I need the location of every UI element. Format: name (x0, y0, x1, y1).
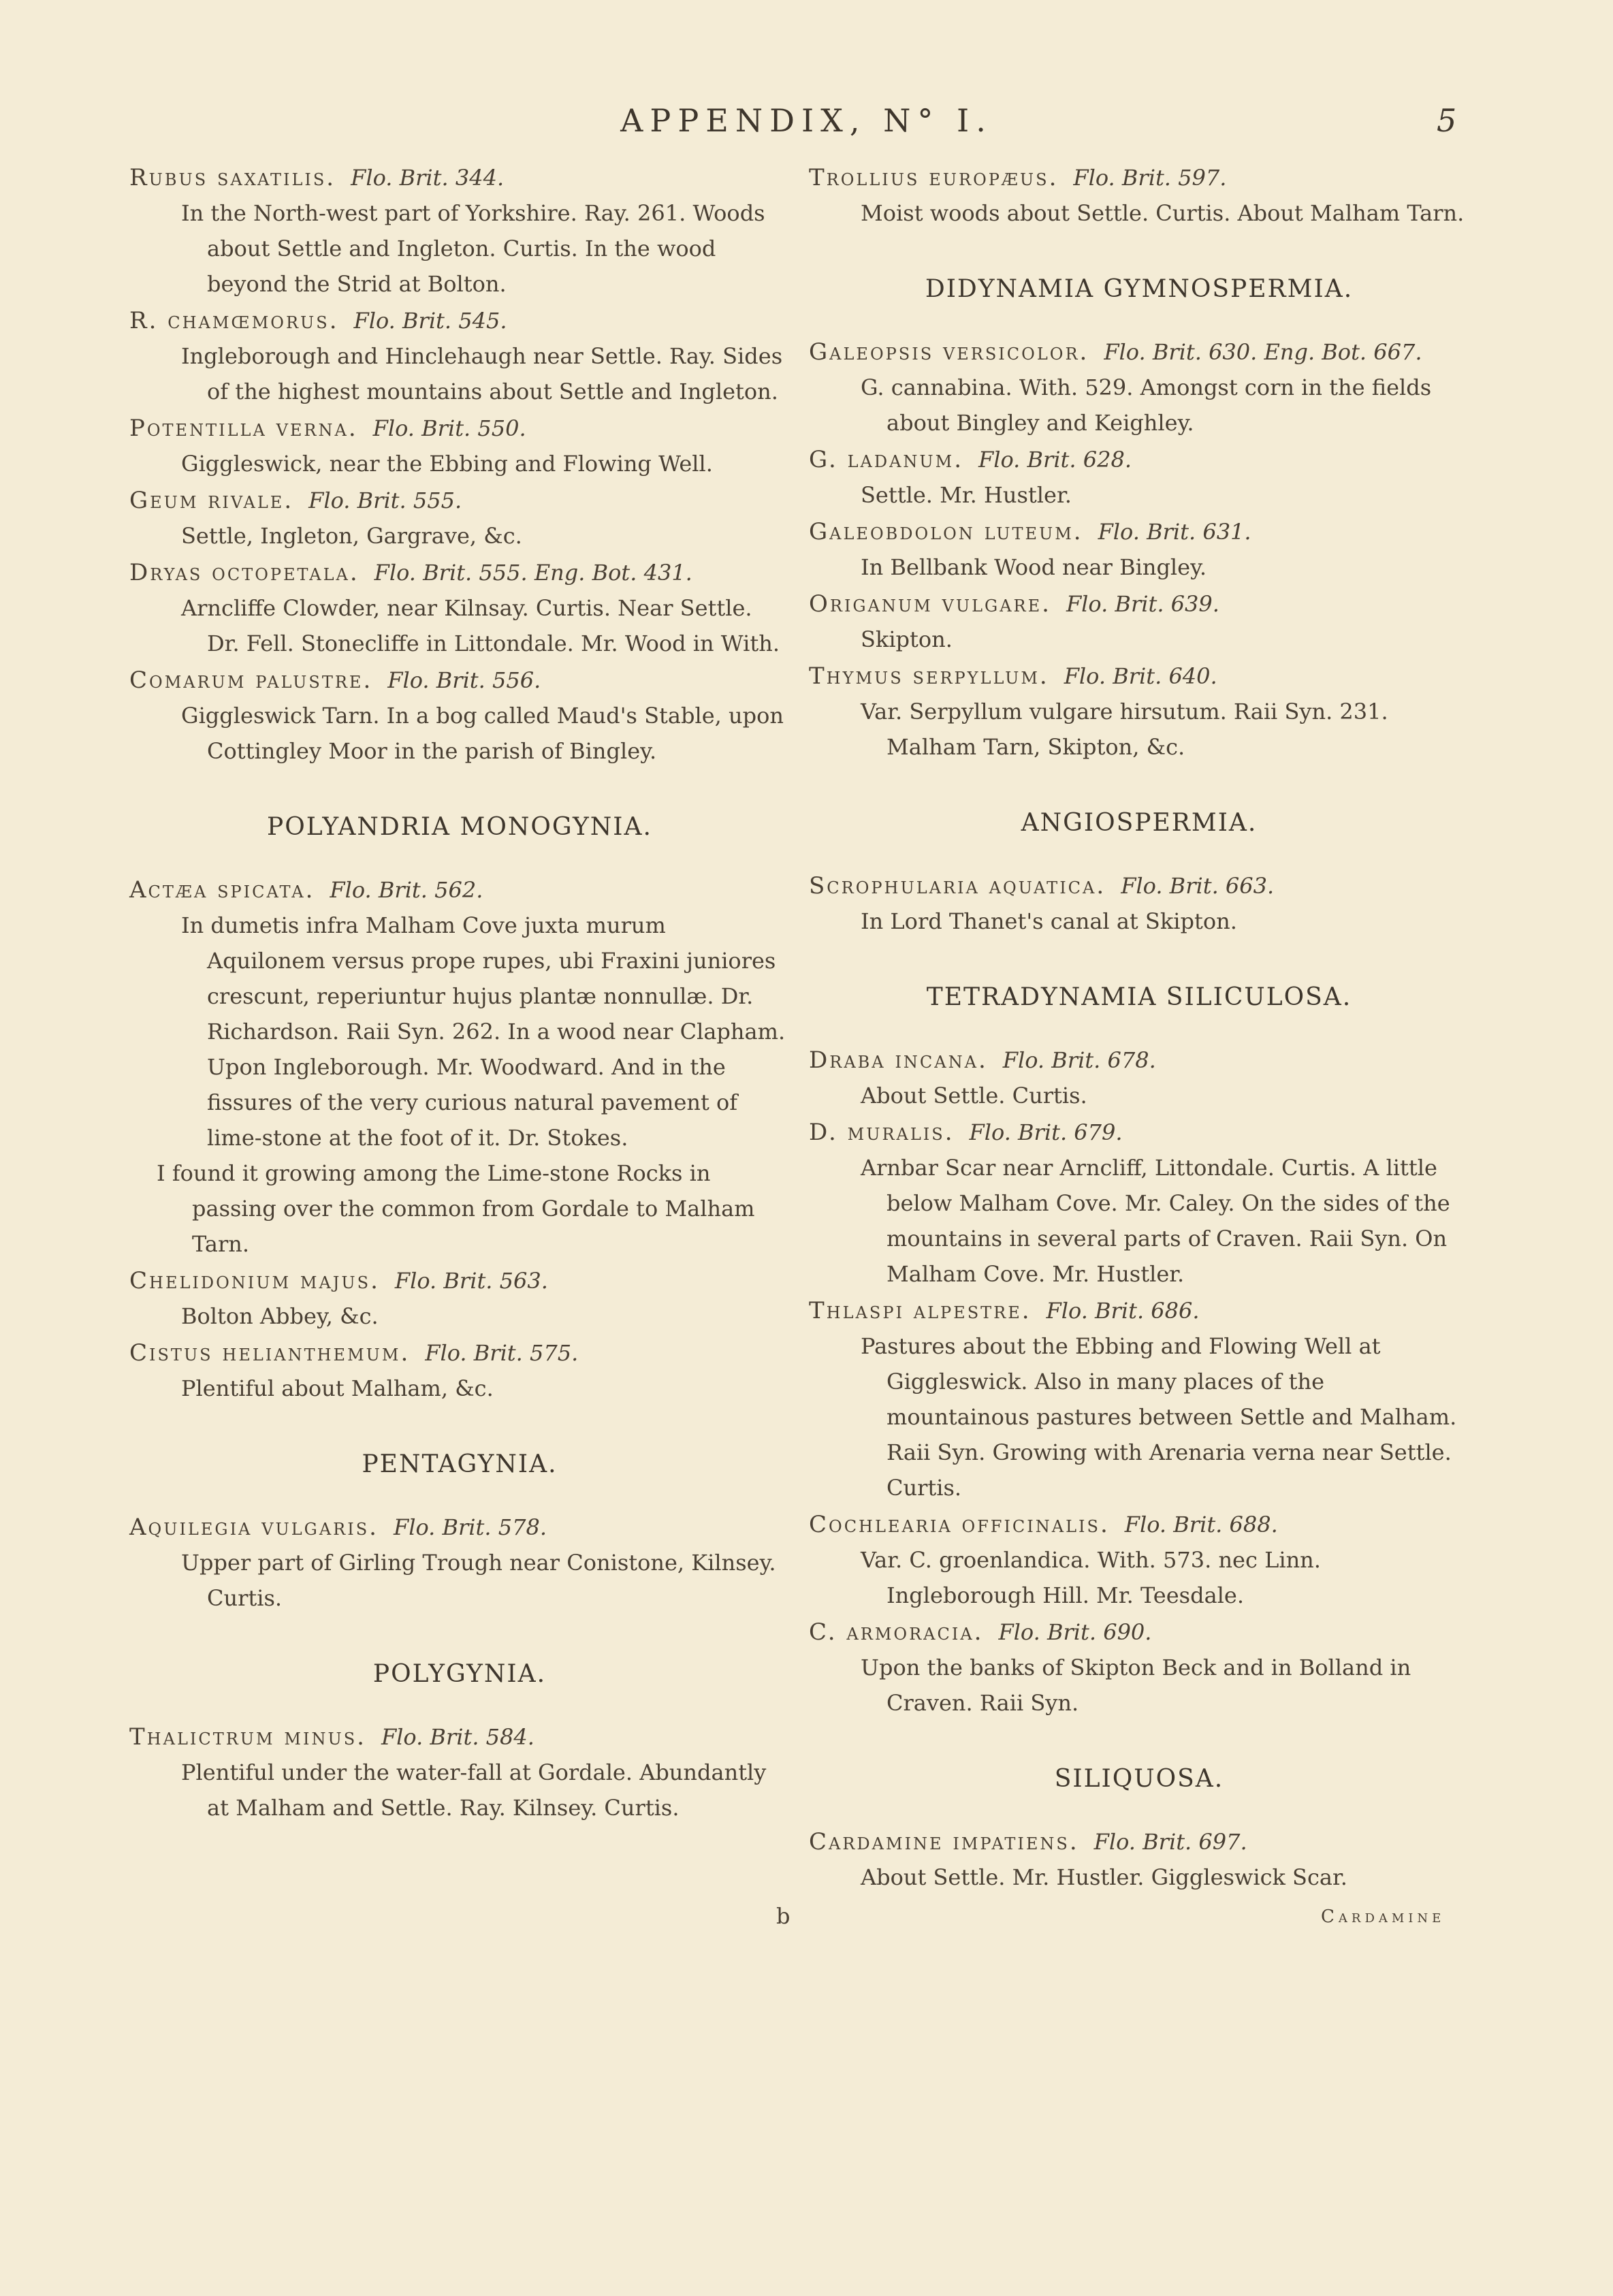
species-name: Chelidonium majus. (129, 1267, 380, 1294)
species-line (809, 514, 1469, 549)
species-name: Draba incana. (809, 1047, 988, 1074)
species-line (129, 1719, 790, 1755)
species-entry (129, 411, 790, 481)
locality-description: Arncliffe Clowder, near Kilnsay. Curtis. Near Settle. Dr. Fell. Stonecliffe in Littondale. Mr. Wood in With. (181, 595, 780, 656)
species-entry (809, 586, 1469, 657)
locality-description: Ingleborough and Hinclehaugh near Settle. Ray. Sides of the highest mountains about Settle and Ingleton. (181, 343, 783, 404)
species-name: Trollius europæus. (809, 164, 1059, 191)
flora-reference: Flo. Brit. 344. (351, 165, 505, 191)
species-name: Origanum vulgare. (809, 590, 1051, 618)
species-line (809, 334, 1469, 370)
flora-reference: Flo. Brit. 555. Eng. Bot. 431. (374, 560, 692, 586)
locality-description: Bolton Abbey, &c. (181, 1303, 379, 1329)
species-entry (129, 663, 790, 769)
species-entry (809, 160, 1469, 231)
species-entry (809, 514, 1469, 585)
species-name: R. chamœmorus. (129, 307, 339, 334)
species-name: Scrophularia aquatica. (809, 872, 1106, 899)
locality-description: In Bellbank Wood near Bingley. (861, 554, 1207, 580)
species-name: Geum rivale. (129, 487, 294, 514)
locality-description: Upper part of Girling Trough near Conistone, Kilnsey. Curtis. (181, 1550, 776, 1611)
species-entry (129, 483, 790, 554)
species-name: Actæa spicata. (129, 876, 315, 904)
locality-description: Pastures about the Ebbing and Flowing Well at Giggleswick. Also in many places of the mountainous pastures between Settle and Malham. Raii Syn. Growing with Arenaria verna near Settle. Curtis. (861, 1333, 1457, 1501)
flora-reference: Flo. Brit. 556. (387, 667, 541, 693)
species-line (809, 442, 1469, 477)
species-line (129, 555, 790, 590)
species-name: Galeopsis versicolor. (809, 338, 1089, 366)
flora-reference: Flo. Brit. 686. (1046, 1298, 1200, 1324)
locality-description: About Settle. Curtis. (861, 1083, 1087, 1109)
species-line (129, 483, 790, 518)
flora-reference: Flo. Brit. 639. (1066, 591, 1219, 617)
flora-reference: Flo. Brit. 690. (998, 1619, 1152, 1645)
flora-reference: Flo. Brit. 545. (353, 308, 507, 334)
species-entry (809, 1824, 1469, 1895)
locality-description: Var. Serpyllum vulgare hirsutum. Raii Syn. 231. Malham Tarn, Skipton, &c. (861, 699, 1388, 760)
species-entry (809, 868, 1469, 939)
species-line (129, 303, 790, 338)
species-entry (809, 1115, 1469, 1292)
flora-reference: Flo. Brit. 597. (1073, 165, 1227, 191)
flora-reference: Flo. Brit. 578. (394, 1514, 547, 1540)
species-entry (129, 303, 790, 409)
species-line (129, 663, 790, 698)
species-line (809, 1042, 1469, 1078)
flora-reference: Flo. Brit. 663. (1121, 873, 1275, 899)
species-line (129, 1263, 790, 1298)
species-line (129, 160, 790, 195)
species-entry (129, 1335, 790, 1406)
species-entry (809, 658, 1469, 765)
species-entry (809, 1614, 1469, 1721)
species-entry (129, 1263, 790, 1334)
species-entry (129, 160, 790, 302)
species-entry (809, 1042, 1469, 1113)
left-column (129, 160, 790, 1827)
flora-reference: Flo. Brit. 563. (394, 1268, 548, 1294)
species-name: G. ladanum. (809, 446, 964, 473)
species-entry (129, 555, 790, 661)
locality-description: Settle, Ingleton, Gargrave, &c. (181, 523, 522, 549)
locality-description: Plentiful under the water-fall at Gordale. Abundantly at Malham and Settle. Ray. Kilnsey. Curtis. (181, 1759, 767, 1821)
species-name: Rubus saxatilis. (129, 164, 336, 191)
flora-reference: Flo. Brit. 555. (308, 488, 462, 513)
locality-description: Plentiful about Malham, &c. (181, 1375, 494, 1401)
locality-description: In dumetis infra Malham Cove juxta murum Aquilonem versus prope rupes, ubi Fraxini juniores crescunt, reperiuntur hujus plantæ nonnullæ. Dr. Richardson. Raii Syn. 262. In a wood near Clapham. Upon Ingleborough. Mr. Woodward. And in the fissures of the very curious natural pavement of lime-stone at the foot of it. Dr. Stokes. (181, 912, 786, 1151)
species-name: Galeobdolon luteum. (809, 518, 1083, 545)
species-entry (809, 1293, 1469, 1505)
species-name: Thymus serpyllum. (809, 663, 1049, 690)
locality-description: Upon the banks of Skipton Beck and in Bolland in Craven. Raii Syn. (861, 1655, 1411, 1716)
species-line (809, 868, 1469, 904)
locality-description: G. cannabina. With. 529. Amongst corn in the fields about Bingley and Keighley. (861, 374, 1432, 436)
species-entry (129, 1510, 790, 1616)
class-heading: DIDYNAMIA GYMNOSPERMIA. (925, 275, 1354, 303)
flora-reference: Flo. Brit. 640. (1064, 663, 1217, 689)
locality-description: Skipton. (861, 626, 953, 652)
locality-description: Settle. Mr. Hustler. (861, 482, 1072, 508)
species-name: Comarum palustre. (129, 667, 373, 694)
flora-reference: Flo. Brit. 550. (372, 415, 526, 441)
species-line (809, 1614, 1469, 1650)
class-heading: POLYANDRIA MONOGYNIA. (267, 813, 652, 841)
signature-mark: b (776, 1903, 790, 1929)
species-name: Thalictrum minus. (129, 1723, 366, 1751)
locality-description: In the North-west part of Yorkshire. Ray. 261. Woods about Settle and Ingleton. Curtis. In the wood beyond the Strid at Bolton. (181, 200, 765, 297)
species-name: Cardamine impatiens. (809, 1828, 1079, 1855)
class-heading: PENTAGYNIA. (362, 1450, 558, 1478)
catchword: Cardamine (1321, 1907, 1446, 1927)
species-name: Potentilla verna. (129, 415, 358, 442)
flora-reference: Flo. Brit. 628. (978, 447, 1132, 473)
flora-reference: Flo. Brit. 678. (1002, 1047, 1156, 1073)
class-heading: SILIQUOSA. (1054, 1765, 1224, 1793)
right-column (809, 160, 1469, 1896)
species-entry (809, 1507, 1469, 1613)
locality-description: Giggleswick, near the Ebbing and Flowing Well. (181, 451, 713, 477)
species-line (129, 411, 790, 446)
species-line (809, 658, 1469, 694)
species-line (809, 586, 1469, 622)
species-name: Aquilegia vulgaris. (129, 1514, 379, 1541)
species-line (129, 872, 790, 908)
locality-description: About Settle. Mr. Hustler. Giggleswick Scar. (861, 1864, 1347, 1890)
species-entry (809, 442, 1469, 513)
species-line (809, 1115, 1469, 1150)
page-number: 5 (1437, 102, 1457, 139)
locality-description: Arnbar Scar near Arncliff, Littondale. Curtis. A little below Malham Cove. Mr. Caley. On the sides of the mountains in several parts of Craven. Raii Syn. On Malham Cove. Mr. Hustler. (861, 1155, 1450, 1287)
species-entry (129, 872, 790, 1262)
species-line (809, 1507, 1469, 1542)
class-heading: ANGIOSPERMIA. (1021, 809, 1258, 837)
locality-description: In Lord Thanet's canal at Skipton. (861, 908, 1237, 934)
species-line (129, 1510, 790, 1545)
class-heading: TETRADYNAMIA SILICULOSA. (926, 983, 1352, 1011)
locality-description: Giggleswick Tarn. In a bog called Maud's Stable, upon Cottingley Moor in the parish of Bingley. (181, 703, 784, 764)
flora-reference: Flo. Brit. 584. (381, 1724, 534, 1750)
species-line (809, 160, 1469, 195)
species-line (809, 1293, 1469, 1328)
author-note: I found it growing among the Lime-stone Rocks in passing over the common from Gordale to Malham Tarn. (157, 1160, 755, 1257)
species-name: Cochlearia officinalis. (809, 1511, 1110, 1538)
species-name: Thlaspi alpestre. (809, 1297, 1032, 1324)
species-name: C. armoracia. (809, 1619, 984, 1646)
species-name: Cistus helianthemum. (129, 1339, 411, 1367)
flora-reference: Flo. Brit. 630. Eng. Bot. 667. (1104, 339, 1422, 365)
species-line (129, 1335, 790, 1371)
species-entry (809, 334, 1469, 441)
running-header: APPENDIX, N° I. (620, 102, 993, 139)
species-name: D. muralis. (809, 1119, 955, 1146)
flora-reference: Flo. Brit. 688. (1124, 1512, 1278, 1537)
flora-reference: Flo. Brit. 562. (330, 877, 483, 903)
locality-description: Moist woods about Settle. Curtis. About Malham Tarn. (861, 200, 1465, 226)
species-line (809, 1824, 1469, 1860)
flora-reference: Flo. Brit. 575. (425, 1340, 579, 1366)
species-entry (129, 1719, 790, 1825)
class-heading: POLYGYNIA. (372, 1660, 547, 1688)
flora-reference: Flo. Brit. 679. (969, 1119, 1123, 1145)
flora-reference: Flo. Brit. 697. (1093, 1829, 1247, 1855)
locality-description: Var. C. groenlandica. With. 573. nec Linn. Ingleborough Hill. Mr. Teesdale. (861, 1547, 1321, 1608)
flora-reference: Flo. Brit. 631. (1098, 519, 1251, 545)
species-name: Dryas octopetala. (129, 559, 360, 586)
